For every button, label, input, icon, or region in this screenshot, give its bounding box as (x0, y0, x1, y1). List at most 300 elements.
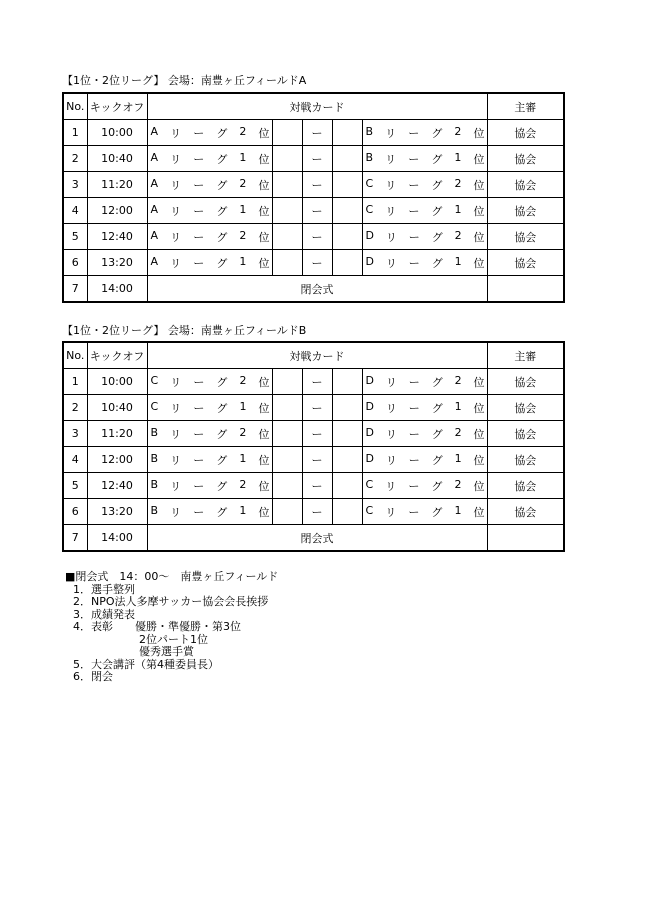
team-char: リ (170, 152, 182, 166)
team-char: 1 (454, 202, 462, 216)
match-no: 3 (63, 421, 87, 447)
team-char: リ (385, 453, 397, 467)
referee: 協会 (487, 473, 564, 499)
team-char: リ (170, 375, 182, 389)
team-char: リ (170, 427, 182, 441)
kickoff-time: 12:40 (87, 224, 147, 250)
away-team (362, 395, 487, 421)
spacer-cell (332, 120, 362, 146)
home-team-label (148, 151, 272, 167)
home-team (147, 146, 272, 172)
away-team (362, 120, 487, 146)
spacer-cell (272, 120, 302, 146)
home-team-label (148, 203, 272, 219)
spacer-cell (332, 250, 362, 276)
spacer-cell (272, 146, 302, 172)
team-char: ー (193, 126, 205, 140)
team-char: ー (193, 479, 205, 493)
spacer-cell (332, 395, 362, 421)
team-char: C (150, 373, 159, 387)
team-char: A (150, 150, 159, 164)
team-char: 位 (258, 505, 270, 519)
team-char: グ (216, 453, 228, 467)
team-char: ー (408, 204, 420, 218)
team-char: B (150, 451, 159, 465)
match-no: 2 (63, 146, 87, 172)
away-team (362, 172, 487, 198)
team-char: リ (385, 256, 397, 270)
home-team-label (148, 400, 272, 416)
team-char: 位 (258, 126, 270, 140)
team-char: リ (170, 401, 182, 415)
versus-mark: ー (302, 120, 332, 146)
team-char: 位 (473, 401, 485, 415)
versus-mark: ー (302, 421, 332, 447)
team-char: 位 (473, 505, 485, 519)
team-char: グ (431, 505, 443, 519)
spacer-cell (272, 224, 302, 250)
team-char: 2 (239, 228, 247, 242)
home-team-label (148, 229, 272, 245)
away-team (362, 499, 487, 525)
team-char: D (365, 228, 374, 242)
team-char: リ (170, 505, 182, 519)
away-team (362, 447, 487, 473)
closing-row (63, 525, 564, 552)
team-char: D (365, 254, 374, 268)
team-char: グ (216, 178, 228, 192)
home-team-label (148, 255, 272, 271)
closing-no: 7 (63, 525, 87, 552)
team-char: グ (216, 152, 228, 166)
team-char: ー (193, 453, 205, 467)
league-a-table (62, 92, 565, 303)
header-row (63, 93, 564, 120)
referee: 協会 (487, 447, 564, 473)
away-team-label (363, 504, 487, 520)
team-char: 2 (239, 373, 247, 387)
table-row (63, 172, 564, 198)
team-char: 2 (454, 124, 462, 138)
kickoff-time: 13:20 (87, 499, 147, 525)
table-row (63, 395, 564, 421)
home-team-label (148, 177, 272, 193)
team-char: リ (385, 178, 397, 192)
spacer-cell (332, 473, 362, 499)
away-team-label (363, 229, 487, 245)
match-no: 4 (63, 447, 87, 473)
match-no: 5 (63, 224, 87, 250)
closing-time: 14:00 (87, 276, 147, 303)
match-no: 6 (63, 499, 87, 525)
team-char: ー (408, 178, 420, 192)
away-team-label (363, 374, 487, 390)
team-char: グ (216, 256, 228, 270)
notes-item: 優秀選手賞 (73, 645, 194, 658)
team-char: リ (170, 256, 182, 270)
kickoff-time: 10:00 (87, 369, 147, 395)
home-team-label (148, 125, 272, 141)
versus-mark: ー (302, 447, 332, 473)
header-referee: 主審 (487, 342, 564, 369)
team-char: 位 (258, 256, 270, 270)
away-team (362, 198, 487, 224)
closing-label: 閉会式 (147, 276, 487, 303)
team-char: 1 (454, 150, 462, 164)
team-char: ー (193, 375, 205, 389)
notes-item: 4．表彰 優勝・準優勝・第3位 (73, 620, 241, 633)
team-char: グ (216, 375, 228, 389)
team-char: ー (193, 505, 205, 519)
away-team (362, 224, 487, 250)
header-kickoff: キックオフ (87, 93, 147, 120)
away-team-label (363, 151, 487, 167)
notes-item: 2位パート1位 (73, 632, 208, 646)
table-row (63, 499, 564, 525)
team-char: リ (385, 375, 397, 389)
match-no: 1 (63, 120, 87, 146)
team-char: ー (408, 401, 420, 415)
spacer-cell (332, 499, 362, 525)
home-team (147, 395, 272, 421)
team-char: D (365, 399, 374, 413)
notes-item: 1．選手整列 (73, 582, 135, 596)
team-char: 1 (239, 503, 247, 517)
kickoff-time: 12:00 (87, 198, 147, 224)
team-char: ー (408, 375, 420, 389)
spacer-cell (332, 447, 362, 473)
spacer-cell (272, 421, 302, 447)
team-char: リ (170, 178, 182, 192)
team-char: 2 (454, 228, 462, 242)
team-char: ー (408, 479, 420, 493)
team-char: グ (431, 375, 443, 389)
closing-referee (487, 276, 564, 303)
referee: 協会 (487, 120, 564, 146)
referee: 協会 (487, 250, 564, 276)
referee: 協会 (487, 499, 564, 525)
team-char: C (150, 399, 159, 413)
table-row (63, 421, 564, 447)
team-char: 位 (473, 479, 485, 493)
team-char: 位 (258, 479, 270, 493)
team-char: 2 (454, 176, 462, 190)
team-char: 位 (258, 152, 270, 166)
header-row (63, 342, 564, 369)
team-char: 位 (258, 230, 270, 244)
home-team-label (148, 374, 272, 390)
team-char: 1 (454, 451, 462, 465)
spacer-cell (272, 395, 302, 421)
spacer-cell (272, 473, 302, 499)
home-team (147, 421, 272, 447)
team-char: グ (216, 401, 228, 415)
team-char: グ (431, 453, 443, 467)
team-char: ー (193, 178, 205, 192)
league-b-body (63, 342, 564, 551)
spacer-cell (272, 172, 302, 198)
home-team (147, 224, 272, 250)
table-row (63, 198, 564, 224)
kickoff-time: 12:00 (87, 447, 147, 473)
team-char: リ (385, 505, 397, 519)
league-b-table (62, 341, 565, 552)
match-no: 2 (63, 395, 87, 421)
header-no: No. (63, 93, 87, 120)
home-team (147, 473, 272, 499)
home-team-label (148, 478, 272, 494)
team-char: 2 (239, 425, 247, 439)
header-match: 対戦カード (147, 93, 487, 120)
versus-mark: ー (302, 224, 332, 250)
team-char: 位 (473, 126, 485, 140)
closing-ceremony-notes (65, 571, 278, 684)
notes-item: 2．NPO法人多摩サッカー協会会長挨拶 (73, 595, 269, 608)
team-char: リ (385, 401, 397, 415)
team-char: リ (385, 152, 397, 166)
table-row (63, 224, 564, 250)
team-char: A (150, 202, 159, 216)
spacer-cell (272, 198, 302, 224)
team-char: A (150, 176, 159, 190)
referee: 協会 (487, 224, 564, 250)
versus-mark: ー (302, 499, 332, 525)
away-team (362, 473, 487, 499)
team-char: B (150, 425, 159, 439)
home-team (147, 447, 272, 473)
spacer-cell (272, 499, 302, 525)
team-char: グ (431, 126, 443, 140)
away-team-label (363, 203, 487, 219)
versus-mark: ー (302, 395, 332, 421)
team-char: 1 (239, 150, 247, 164)
team-char: 位 (473, 230, 485, 244)
team-char: 位 (258, 453, 270, 467)
team-char: グ (431, 178, 443, 192)
team-char: リ (170, 479, 182, 493)
team-char: C (365, 477, 374, 491)
team-char: グ (431, 427, 443, 441)
team-char: 位 (473, 375, 485, 389)
kickoff-time: 12:40 (87, 473, 147, 499)
team-char: A (150, 124, 159, 138)
away-team-label (363, 426, 487, 442)
team-char: ー (193, 204, 205, 218)
kickoff-time: 10:40 (87, 146, 147, 172)
team-char: グ (431, 401, 443, 415)
table-row (63, 146, 564, 172)
table-row (63, 120, 564, 146)
team-char: 2 (454, 477, 462, 491)
spacer-cell (332, 198, 362, 224)
team-char: 2 (239, 477, 247, 491)
header-no: No. (63, 342, 87, 369)
header-match: 対戦カード (147, 342, 487, 369)
spacer-cell (332, 421, 362, 447)
team-char: グ (216, 427, 228, 441)
team-char: リ (385, 479, 397, 493)
kickoff-time: 11:20 (87, 172, 147, 198)
match-no: 3 (63, 172, 87, 198)
away-team-label (363, 478, 487, 494)
team-char: リ (385, 204, 397, 218)
team-char: 位 (473, 453, 485, 467)
table-row (63, 473, 564, 499)
away-team (362, 369, 487, 395)
team-char: 1 (239, 399, 247, 413)
team-char: ー (408, 256, 420, 270)
team-char: 1 (239, 451, 247, 465)
team-char: ー (193, 256, 205, 270)
team-char: ー (408, 126, 420, 140)
team-char: D (365, 425, 374, 439)
team-char: リ (170, 126, 182, 140)
team-char: グ (216, 479, 228, 493)
spacer-cell (332, 146, 362, 172)
team-char: 1 (239, 254, 247, 268)
team-char: ー (408, 230, 420, 244)
referee: 協会 (487, 146, 564, 172)
team-char: ー (193, 401, 205, 415)
referee: 協会 (487, 369, 564, 395)
team-char: グ (216, 505, 228, 519)
team-char: グ (431, 479, 443, 493)
league-a-body (63, 93, 564, 302)
kickoff-time: 13:20 (87, 250, 147, 276)
team-char: ー (408, 427, 420, 441)
team-char: 位 (473, 152, 485, 166)
notes-item: 6．閉会 (73, 670, 113, 683)
spacer-cell (332, 172, 362, 198)
home-team (147, 250, 272, 276)
match-no: 5 (63, 473, 87, 499)
team-char: B (150, 477, 159, 491)
league-b-title: 【1位・2位リーグ】 会場：南豊ヶ丘フィールドB (62, 324, 307, 337)
closing-time: 14:00 (87, 525, 147, 552)
referee: 協会 (487, 198, 564, 224)
home-team (147, 120, 272, 146)
team-char: グ (216, 126, 228, 140)
team-char: C (365, 202, 374, 216)
team-char: 1 (454, 399, 462, 413)
notes-heading: ■閉会式 14：00～ 南豊ヶ丘フィールド (65, 570, 279, 583)
closing-label: 閉会式 (147, 525, 487, 552)
spacer-cell (332, 369, 362, 395)
table-row (63, 250, 564, 276)
home-team-label (148, 426, 272, 442)
home-team-label (148, 452, 272, 468)
kickoff-time: 10:00 (87, 120, 147, 146)
team-char: 位 (473, 256, 485, 270)
match-no: 4 (63, 198, 87, 224)
team-char: グ (431, 152, 443, 166)
team-char: グ (216, 230, 228, 244)
referee: 協会 (487, 421, 564, 447)
versus-mark: ー (302, 172, 332, 198)
team-char: 1 (239, 202, 247, 216)
team-char: グ (431, 256, 443, 270)
home-team-label (148, 504, 272, 520)
team-char: C (365, 176, 374, 190)
kickoff-time: 11:20 (87, 421, 147, 447)
team-char: リ (385, 427, 397, 441)
notes-item: 3．成績発表 (73, 607, 135, 621)
closing-referee (487, 525, 564, 552)
team-char: B (365, 150, 374, 164)
match-no: 6 (63, 250, 87, 276)
versus-mark: ー (302, 473, 332, 499)
closing-row (63, 276, 564, 303)
home-team (147, 198, 272, 224)
team-char: ー (193, 427, 205, 441)
team-char: リ (170, 453, 182, 467)
away-team-label (363, 255, 487, 271)
header-kickoff: キックオフ (87, 342, 147, 369)
away-team-label (363, 125, 487, 141)
team-char: D (365, 373, 374, 387)
team-char: ー (408, 152, 420, 166)
team-char: ー (408, 453, 420, 467)
kickoff-time: 10:40 (87, 395, 147, 421)
home-team (147, 369, 272, 395)
team-char: 位 (258, 204, 270, 218)
team-char: リ (170, 204, 182, 218)
team-char: D (365, 451, 374, 465)
team-char: 1 (454, 254, 462, 268)
team-char: リ (170, 230, 182, 244)
team-char: 位 (258, 427, 270, 441)
spacer-cell (332, 224, 362, 250)
away-team (362, 421, 487, 447)
referee: 協会 (487, 172, 564, 198)
team-char: 2 (454, 373, 462, 387)
notes-item: 5．大会講評（第4種委員長） (73, 657, 219, 671)
header-referee: 主審 (487, 93, 564, 120)
team-char: ー (408, 505, 420, 519)
away-team-label (363, 452, 487, 468)
team-char: グ (431, 230, 443, 244)
team-char: C (365, 503, 374, 517)
team-char: グ (216, 204, 228, 218)
team-char: A (150, 228, 159, 242)
versus-mark: ー (302, 250, 332, 276)
team-char: 位 (473, 204, 485, 218)
team-char: 1 (454, 503, 462, 517)
team-char: ー (193, 152, 205, 166)
closing-no: 7 (63, 276, 87, 303)
team-char: 2 (454, 425, 462, 439)
team-char: ー (193, 230, 205, 244)
away-team-label (363, 400, 487, 416)
team-char: リ (385, 126, 397, 140)
spacer-cell (272, 250, 302, 276)
away-team (362, 250, 487, 276)
team-char: リ (385, 230, 397, 244)
home-team (147, 499, 272, 525)
team-char: 2 (239, 176, 247, 190)
team-char: 位 (258, 178, 270, 192)
team-char: 位 (473, 427, 485, 441)
team-char: 2 (239, 124, 247, 138)
table-row (63, 447, 564, 473)
team-char: B (150, 503, 159, 517)
spacer-cell (272, 369, 302, 395)
team-char: グ (431, 204, 443, 218)
team-char: 位 (258, 375, 270, 389)
table-row (63, 369, 564, 395)
team-char: 位 (473, 178, 485, 192)
league-a-title: 【1位・2位リーグ】 会場：南豊ヶ丘フィールドA (62, 74, 307, 87)
